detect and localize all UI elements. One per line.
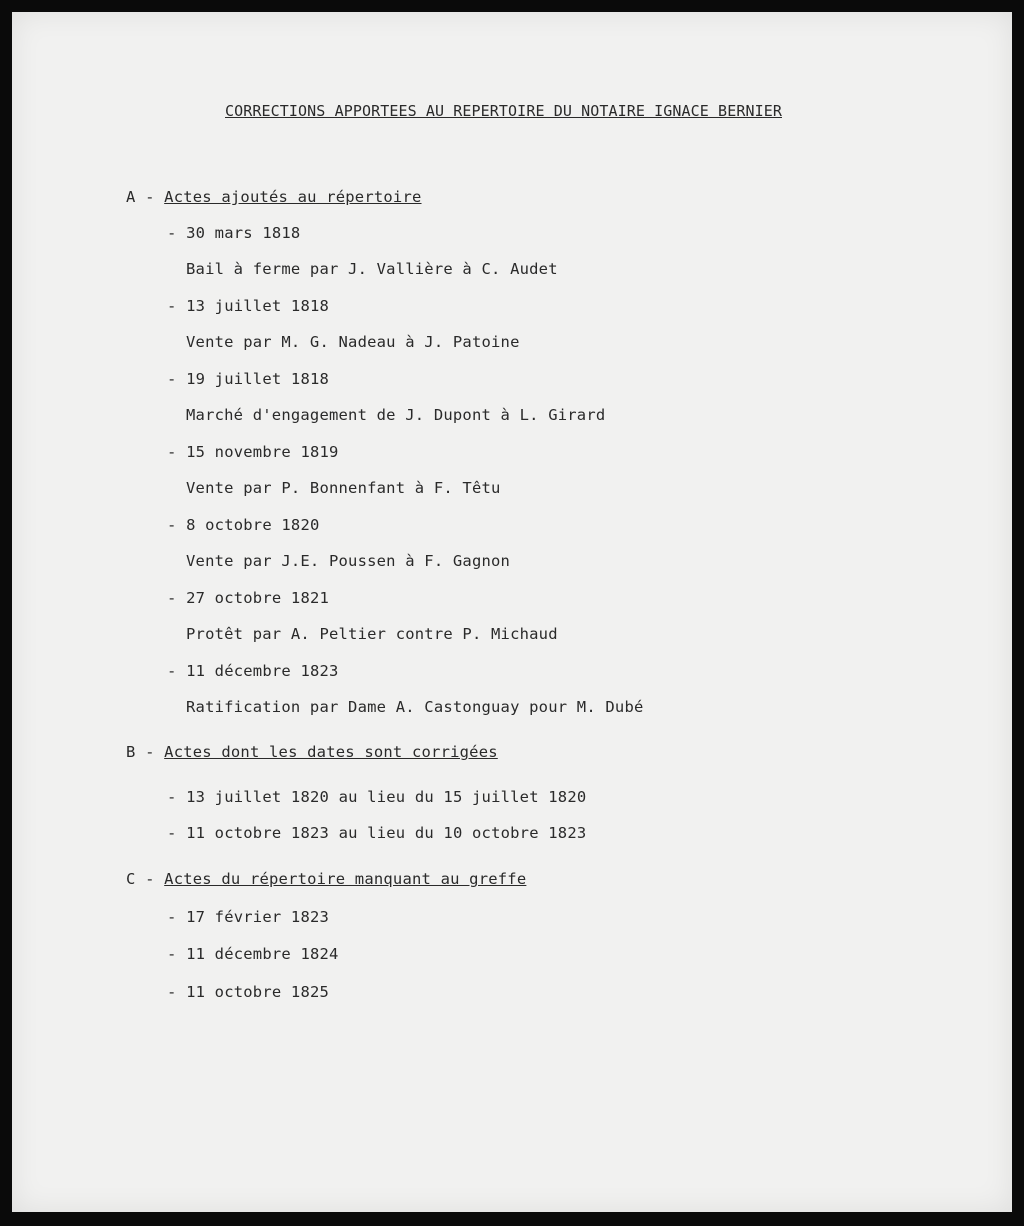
section-a-entry-1-description: Bail à ferme par J. Vallière à C. Audet: [186, 260, 558, 278]
section-a-entry-7-date: - 11 décembre 1823: [167, 662, 339, 680]
section-a-header: [126, 188, 422, 206]
section-a-entry-4-date: - 15 novembre 1819: [167, 443, 339, 461]
section-a-entry-1-date: - 30 mars 1818: [167, 224, 301, 242]
section-b-entry-1: - 13 juillet 1820 au lieu du 15 juillet 1820: [167, 788, 587, 806]
document-body: [12, 12, 1012, 1212]
section-a-entry-3-date: - 19 juillet 1818: [167, 370, 330, 388]
document-page: [12, 12, 1012, 1212]
section-c-entry-3: - 11 octobre 1825: [167, 983, 330, 1001]
section-a-heading: Actes ajoutés au répertoire: [164, 188, 422, 206]
section-a-entry-5-description: Vente par J.E. Poussen à F. Gagnon: [186, 552, 511, 570]
section-b-marker: B -: [126, 743, 155, 761]
section-c-heading: Actes du répertoire manquant au greffe: [164, 870, 527, 888]
section-a-entry-6-description: Protêt par A. Peltier contre P. Michaud: [186, 625, 558, 643]
section-a-entry-4-description: Vente par P. Bonnenfant à F. Têtu: [186, 479, 501, 497]
section-b-entry-2: - 11 octobre 1823 au lieu du 10 octobre 1823: [167, 824, 587, 842]
section-c-entry-1: - 17 février 1823: [167, 908, 330, 926]
section-c-marker: C -: [126, 870, 155, 888]
section-a-entry-3-description: Marché d'engagement de J. Dupont à L. Girard: [186, 406, 606, 424]
section-a-entry-2-date: - 13 juillet 1818: [167, 297, 330, 315]
section-b-heading: Actes dont les dates sont corrigées: [164, 743, 498, 761]
section-a-marker: A -: [126, 188, 155, 206]
section-a-entry-2-description: Vente par M. G. Nadeau à J. Patoine: [186, 333, 520, 351]
section-c-header: [126, 870, 526, 888]
section-c-entry-2: - 11 décembre 1824: [167, 945, 339, 963]
section-a-entry-7-description: Ratification par Dame A. Castonguay pour M. Dubé: [186, 698, 644, 716]
section-a-entry-5-date: - 8 octobre 1820: [167, 516, 320, 534]
section-a-entry-6-date: - 27 octobre 1821: [167, 589, 330, 607]
section-b-header: [126, 743, 498, 761]
document-title: CORRECTIONS APPORTEES AU REPERTOIRE DU NOTAIRE IGNACE BERNIER: [225, 102, 782, 120]
